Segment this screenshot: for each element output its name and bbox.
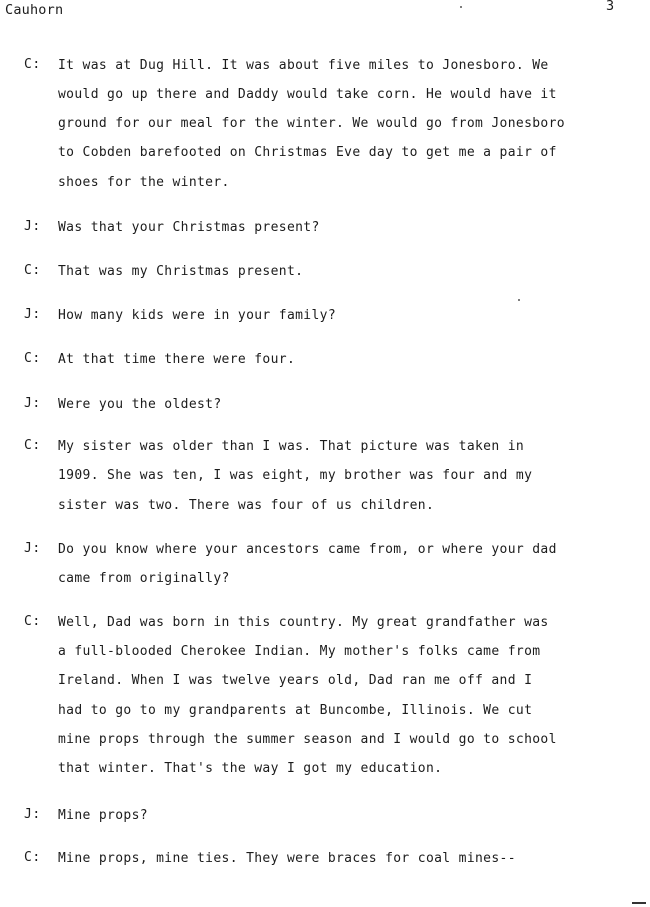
speaker-label: J: [24,541,41,556]
transcript-line: would go up there and Daddy would take corn. He would have it [58,87,557,102]
transcript-line: Was that your Christmas present? [58,220,320,235]
transcript-line: came from originally? [58,571,230,586]
page-number: 3 [606,0,615,14]
speaker-label: C: [24,850,41,865]
transcript-line: 1909. She was ten, I was eight, my brother was four and my [58,468,533,483]
transcript-line: Were you the oldest? [58,397,222,412]
interviewee-name: Cauhorn [5,2,64,18]
scan-speck [518,299,520,301]
transcript-line: to Cobden barefooted on Christmas Eve day to get me a pair of [58,145,557,160]
scan-edge-mark [632,902,646,904]
transcript-line: had to go to my grandparents at Buncombe, Illinois. We cut [58,703,533,718]
transcript-line: mine props through the summer season and I would go to school [58,732,557,747]
transcript-line: ground for our meal for the winter. We would go from Jonesboro [58,116,565,131]
transcript-line: shoes for the winter. [58,175,230,190]
speaker-label: C: [24,57,41,72]
speaker-label: C: [24,438,41,453]
speaker-label: J: [24,396,41,411]
transcript-line: It was at Dug Hill. It was about five miles to Jonesboro. We [58,58,549,73]
transcript-line: that winter. That's the way I got my education. [58,761,443,776]
transcript-line: Mine props? [58,808,148,823]
transcript-line: Ireland. When I was twelve years old, Dad ran me off and I [58,673,533,688]
transcript-line: At that time there were four. [58,352,296,367]
transcript-line: a full-blooded Cherokee Indian. My mother's folks came from [58,644,541,659]
transcript-line: Do you know where your ancestors came from, or where your dad [58,542,557,557]
scan-speck [460,6,462,8]
transcript-line: Well, Dad was born in this country. My great grandfather was [58,615,549,630]
transcript-line: Mine props, mine ties. They were braces for coal mines-- [58,851,516,866]
speaker-label: C: [24,351,41,366]
transcript-line: sister was two. There was four of us children. [58,498,435,513]
speaker-label: C: [24,614,41,629]
transcript-line: That was my Christmas present. [58,264,304,279]
speaker-label: J: [24,219,41,234]
transcript-line: My sister was older than I was. That picture was taken in [58,439,525,454]
speaker-label: C: [24,263,41,278]
speaker-label: J: [24,307,41,322]
speaker-label: J: [24,807,41,822]
transcript-line: How many kids were in your family? [58,308,337,323]
